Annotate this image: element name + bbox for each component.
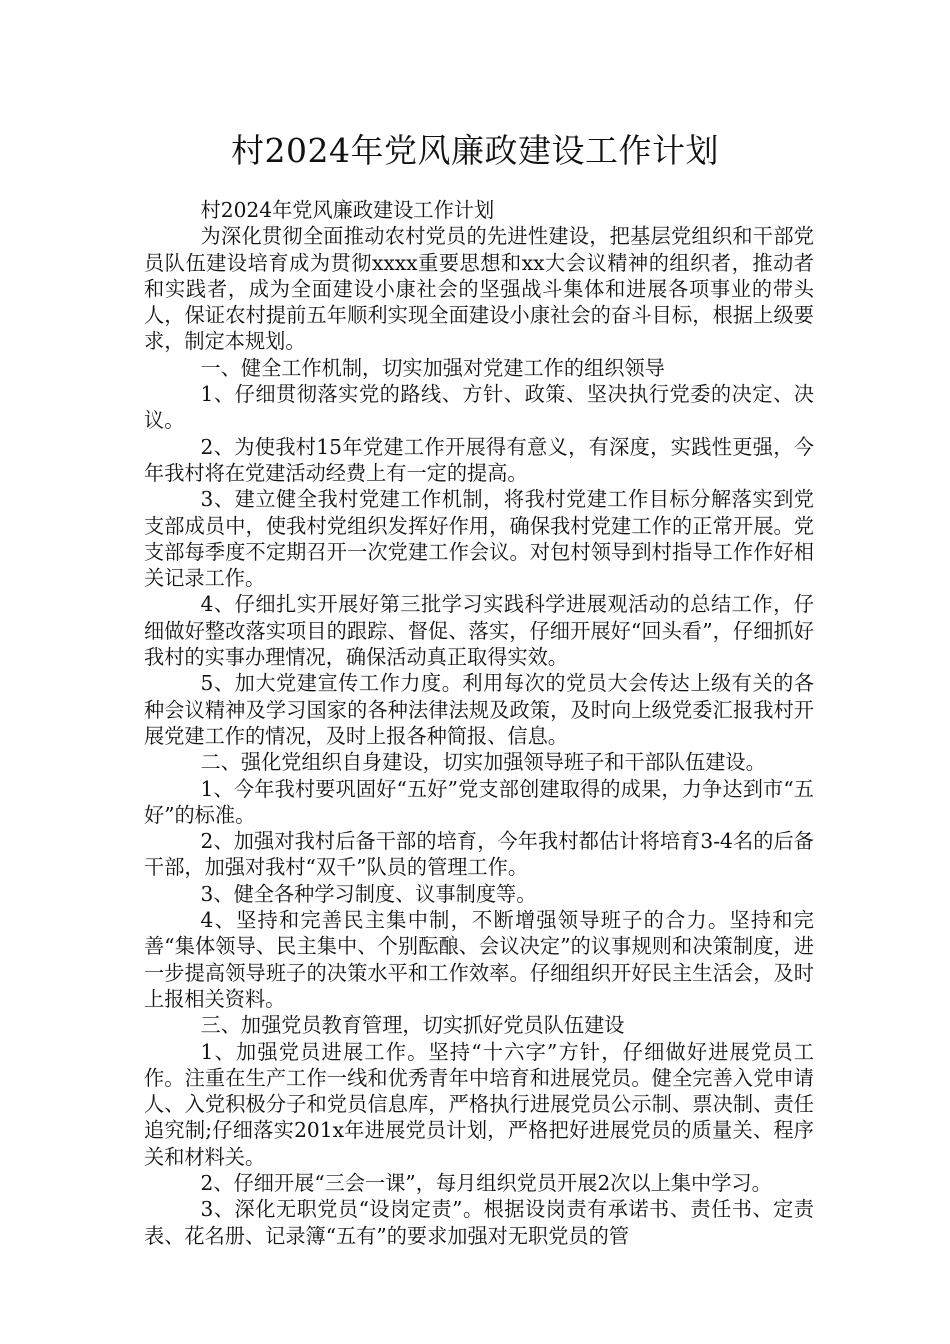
paragraph-item: 2、为使我村15年党建工作开展得有意义，有深度，实践性更强，今年我村将在党建活动经费上有一定的提高。 — [144, 434, 814, 485]
paragraph-item: 1、仔细贯彻落实党的路线、方针、政策、坚决执行党委的决定、决议。 — [144, 382, 814, 433]
document-title: 村2024年党风廉政建设工作计划 — [231, 131, 719, 170]
paragraph-item: 3、深化无职党员“设岗定责”。根据设岗责有承诺书、责任书、定责表、花名册、记录簿“五有”的要求加强对无职党员的管 — [144, 1197, 814, 1248]
section-heading-3: 三、加强党员教育管理，切实抓好党员队伍建设 — [200, 1013, 625, 1038]
paragraph-item: 5、加大党建宣传工作力度。利用每次的党员大会传达上级有关的各种会议精神及学习国家的各种法律法规及政策，及时向上级党委汇报我村开展党建工作的情况，及时上报各种简报、信息。 — [144, 671, 814, 748]
document-body — [144, 197, 814, 1249]
section-heading-2: 二、强化党组织自身建设，切实加强领导班子和干部队伍建设。 — [200, 750, 766, 775]
paragraph-intro: 为深化贯彻全面推动农村党员的先进性建设，把基层党组织和干部党员队伍建设培育成为贯彻xxxx重要思想和xx大会议精神的组织者，推动者和实践者，成为全面建设小康社会的坚强战斗集体和进展各项事业的带头人，保证农村提前五年顺利实现全面建设小康社会的奋斗目标，根据上级要求，制定本规划。 — [144, 224, 814, 354]
paragraph-item: 3、建立健全我村党建工作机制，将我村党建工作目标分解落实到党支部成员中，使我村党组织发挥好作用，确保我村党建工作的正常开展。党支部每季度不定期召开一次党建工作会议。对包村领导到村指导工作作好相关记录工作。 — [144, 487, 814, 591]
paragraph-subtitle: 村2024年党风廉政建设工作计划 — [200, 198, 495, 222]
paragraph-item: 1、今年我村要巩固好“五好”党支部创建取得的成果，力争达到市“五好”的标准。 — [144, 776, 814, 827]
paragraph-item: 3、健全各种学习制度、议事制度等。 — [200, 881, 537, 906]
paragraph-item: 4、坚持和完善民主集中制，不断增强领导班子的合力。坚持和完善“集体领导、民主集中、个别酝酿、会议决定”的议事规则和决策制度，进一步提高领导班子的决策水平和工作效率。仔细组织开好民主生活会，及时上报相关资料。 — [144, 908, 814, 1011]
paragraph-item: 2、仔细开展“三会一课”，每月组织党员开展2次以上集中学习。 — [200, 1170, 772, 1195]
paragraph-item: 2、加强对我村后备干部的培育，今年我村都估计将培育3-4名的后备干部，加强对我村“双千”队员的管理工作。 — [144, 829, 814, 880]
paragraph-item: 4、仔细扎实开展好第三批学习实践科学进展观活动的总结工作，仔细做好整改落实项目的跟踪、督促、落实，仔细开展好“回头看”，仔细抓好我村的实事办理情况，确保活动真正取得实效。 — [144, 592, 814, 670]
paragraph-item: 1、加强党员进展工作。坚持“十六字”方针，仔细做好进展党员工作。注重在生产工作一线和优秀青年中培育和进展党员。健全完善入党申请人、入党积极分子和党员信息库，严格执行进展党员公示制、票决制、责任追究制;仔细落实201x年进展党员计划，严格把好进展党员的质量关、程序关和材料关。 — [144, 1039, 814, 1169]
section-heading-1: 一、健全工作机制，切实加强对党建工作的组织领导 — [200, 355, 665, 380]
